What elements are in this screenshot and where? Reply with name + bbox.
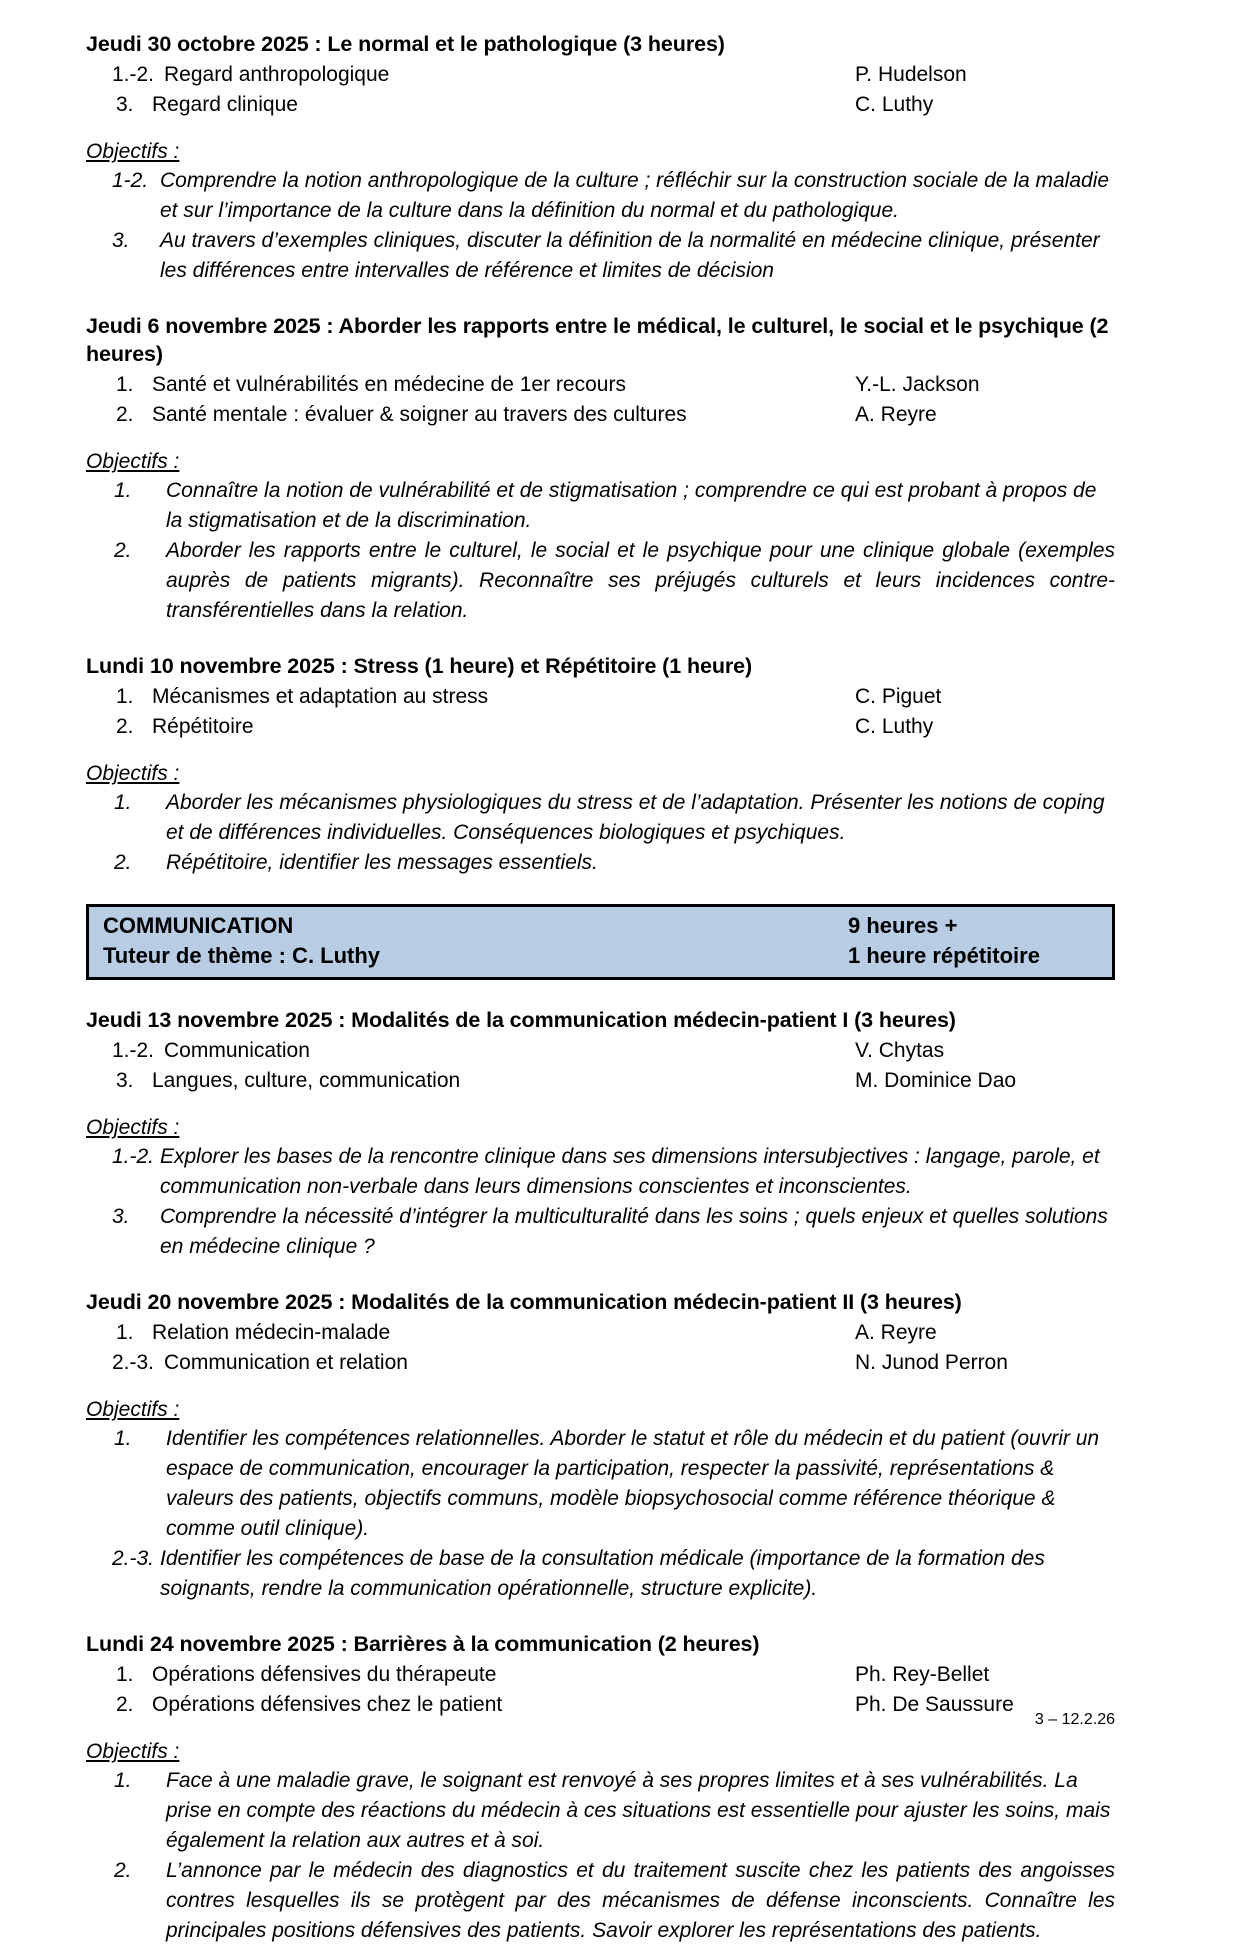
lecture-row xyxy=(86,400,1115,430)
lecture-list xyxy=(86,60,1115,120)
lecture-row xyxy=(86,1036,1115,1066)
spacer xyxy=(86,626,1115,652)
lecture-row xyxy=(86,1690,1115,1720)
lecture-speaker: A. Reyre xyxy=(855,403,937,426)
objectif-number: 1. xyxy=(114,1427,132,1450)
lecture-number: 3. xyxy=(116,1069,134,1092)
objectifs-list xyxy=(86,1142,1115,1262)
theme-name: COMMUNICATION xyxy=(103,913,294,938)
objectifs-label: Objectifs : xyxy=(86,450,180,473)
objectifs-block xyxy=(86,430,1115,626)
objectifs-label: Objectifs : xyxy=(86,140,180,163)
lecture-title: Opérations défensives du thérapeute xyxy=(152,1663,497,1686)
lecture-number: 1.-2. xyxy=(112,63,155,86)
objectif-number: 1. xyxy=(114,479,132,502)
objectif-text: Explorer les bases de la rencontre clinique dans ses dimensions intersubjectives : langage, parole, et communication non-verbale dans leurs dimensions conscientes et inconscientes. xyxy=(160,1145,1100,1198)
lecture-number: 1. xyxy=(116,373,134,396)
lecture-speaker: Ph. De Saussure xyxy=(855,1693,1014,1716)
lecture-number: 3. xyxy=(116,93,134,116)
lecture-row xyxy=(86,682,1115,712)
theme-banner-row xyxy=(103,911,1098,941)
lecture-row xyxy=(86,90,1115,120)
lecture-speaker: C. Luthy xyxy=(855,93,934,116)
lecture-row xyxy=(86,1660,1115,1690)
objectif-number: 1.-2. xyxy=(112,1145,155,1168)
objectifs-label: Objectifs : xyxy=(86,1398,180,1421)
lecture-number: 1.-2. xyxy=(112,1039,155,1062)
lecture-number: 1. xyxy=(116,1663,134,1686)
spacer xyxy=(86,286,1115,312)
lecture-number: 1. xyxy=(116,685,134,708)
lecture-number: 2. xyxy=(116,403,134,426)
lecture-speaker: Ph. Rey-Bellet xyxy=(855,1663,990,1686)
lecture-title: Regard anthropologique xyxy=(164,63,390,86)
lecture-speaker: N. Junod Perron xyxy=(855,1351,1008,1374)
objectif-number: 3. xyxy=(112,1205,130,1228)
objectif-number: 2. xyxy=(114,1859,132,1882)
objectifs-list xyxy=(86,476,1115,626)
objectif-row xyxy=(86,1544,1115,1604)
lecture-title: Langues, culture, communication xyxy=(152,1069,461,1092)
theme-banner xyxy=(86,904,1115,980)
session-block xyxy=(86,652,1115,878)
objectif-row xyxy=(86,848,1115,878)
page-footer: 3 – 12.2.26 xyxy=(1034,1711,1115,1728)
lecture-speaker: Y.-L. Jackson xyxy=(855,373,980,396)
lecture-row xyxy=(86,1066,1115,1096)
objectifs-label: Objectifs : xyxy=(86,762,180,785)
lecture-title: Opérations défensives chez le patient xyxy=(152,1693,503,1716)
lecture-speaker: C. Luthy xyxy=(855,715,934,738)
objectif-number: 1-2. xyxy=(112,169,149,192)
objectif-text: Identifier les compétences relationnelles. Aborder le statut et rôle du médecin et du patient (ouvrir un espace de communication, encourager la participation, respecter la passivité, représentations & valeurs des patients, objectifs communs, modèle biopsychosocial comme référence théorique & comme outil clinique). xyxy=(166,1427,1100,1540)
lecture-row xyxy=(86,712,1115,742)
session-title: Jeudi 13 novembre 2025 : Modalités de la communication médecin-patient I (3 heures) xyxy=(86,1008,956,1032)
objectifs-list xyxy=(86,1766,1115,1946)
session-title: Jeudi 30 octobre 2025 : Le normal et le pathologique (3 heures) xyxy=(86,32,725,56)
objectif-text: Aborder les rapports entre le culturel, le social et le psychique pour une clinique globale (exemples auprès de patients migrants). Reconnaître ses préjugés culturels et leurs incidences contre-transférentielles dans la relation. xyxy=(166,539,1115,622)
lecture-row xyxy=(86,1318,1115,1348)
lecture-number: 2. xyxy=(116,1693,134,1716)
session-block xyxy=(86,312,1115,626)
lecture-title: Mécanismes et adaptation au stress xyxy=(152,685,489,708)
objectif-number: 2.-3. xyxy=(112,1547,155,1570)
theme-hours: 9 heures + xyxy=(848,913,958,938)
lecture-row xyxy=(86,370,1115,400)
objectifs-block xyxy=(86,120,1115,286)
objectif-row xyxy=(86,1142,1115,1202)
objectif-text: Connaître la notion de vulnérabilité et de stigmatisation ; comprendre ce qui est probant à propos de la stigmatisation et de la discrimination. xyxy=(166,479,1097,532)
objectif-row xyxy=(86,226,1115,286)
lecture-title: Santé et vulnérabilités en médecine de 1er recours xyxy=(152,373,626,396)
objectif-text: Comprendre la nécessité d’intégrer la multiculturalité dans les soins ; quels enjeux et quelles solutions en médecine clinique ? xyxy=(160,1205,1108,1258)
theme-banner-row xyxy=(103,941,1098,971)
objectif-row xyxy=(86,166,1115,226)
objectif-row xyxy=(86,476,1115,536)
objectifs-label: Objectifs : xyxy=(86,1740,180,1763)
objectifs-list xyxy=(86,1424,1115,1604)
session-block xyxy=(86,30,1115,286)
lecture-list xyxy=(86,1036,1115,1096)
lecture-list xyxy=(86,1318,1115,1378)
lecture-title: Communication et relation xyxy=(164,1351,408,1374)
session-title: Lundi 24 novembre 2025 : Barrières à la communication (2 heures) xyxy=(86,1632,760,1656)
objectifs-list xyxy=(86,788,1115,878)
lecture-row xyxy=(86,60,1115,90)
objectifs-block xyxy=(86,1378,1115,1604)
theme-tutor: Tuteur de thème : C. Luthy xyxy=(103,943,381,968)
objectif-number: 1. xyxy=(114,791,132,814)
session-block xyxy=(86,1288,1115,1604)
objectif-number: 1. xyxy=(114,1769,132,1792)
objectif-number: 2. xyxy=(114,539,132,562)
objectifs-list xyxy=(86,166,1115,286)
session-title: Jeudi 20 novembre 2025 : Modalités de la communication médecin-patient II (3 heures) xyxy=(86,1290,962,1314)
objectif-row xyxy=(86,1856,1115,1946)
objectif-row xyxy=(86,536,1115,626)
objectif-row xyxy=(86,788,1115,848)
lecture-list xyxy=(86,370,1115,430)
session-title: Lundi 10 novembre 2025 : Stress (1 heure) et Répétitoire (1 heure) xyxy=(86,654,753,678)
objectif-text: Face à une maladie grave, le soignant est renvoyé à ses propres limites et à ses vulnérabilités. La prise en compte des réactions du médecin à ces situations est essentielle pour ajuster les soins, mais également la relation aux autres et à soi. xyxy=(166,1769,1111,1852)
objectif-text: Comprendre la notion anthropologique de la culture ; réfléchir sur la construction sociale de la maladie et sur l’importance de la culture dans la définition du normal et du pathologique. xyxy=(160,169,1110,222)
spacer xyxy=(86,980,1115,1006)
objectif-row xyxy=(86,1202,1115,1262)
objectif-text: Répétitoire, identifier les messages essentiels. xyxy=(166,851,598,874)
lecture-title: Relation médecin-malade xyxy=(152,1321,391,1344)
spacer xyxy=(86,1604,1115,1630)
lecture-speaker: C. Piguet xyxy=(855,685,942,708)
objectif-number: 2. xyxy=(114,851,132,874)
lecture-number: 2. xyxy=(116,715,134,738)
lecture-speaker: A. Reyre xyxy=(855,1321,937,1344)
lecture-speaker: M. Dominice Dao xyxy=(855,1069,1017,1092)
objectif-text: L’annonce par le médecin des diagnostics et du traitement suscite chez les patients des angoisses contres lesquelles ils se protègent par des mécanismes de défense inconscients. Connaître les principales positions défensives des patients. Savoir explorer les représentations des patients. xyxy=(166,1859,1115,1942)
objectifs-label: Objectifs : xyxy=(86,1116,180,1139)
lecture-list xyxy=(86,1660,1115,1720)
objectif-text: Au travers d’exemples cliniques, discuter la définition de la normalité en médecine clinique, présenter les différences entre intervalles de référence et limites de décision xyxy=(160,229,1100,282)
lecture-number: 1. xyxy=(116,1321,134,1344)
objectif-row xyxy=(86,1766,1115,1856)
lecture-title: Santé mentale : évaluer & soigner au travers des cultures xyxy=(152,403,687,426)
lecture-speaker: V. Chytas xyxy=(855,1039,945,1062)
lecture-number: 2.-3. xyxy=(112,1351,155,1374)
spacer xyxy=(86,1262,1115,1288)
lecture-row xyxy=(86,1348,1115,1378)
lecture-title: Répétitoire xyxy=(152,715,254,738)
lecture-title: Communication xyxy=(164,1039,310,1062)
lecture-speaker: P. Hudelson xyxy=(855,63,967,86)
objectif-row xyxy=(86,1424,1115,1544)
theme-extra-hours: 1 heure répétitoire xyxy=(848,943,1040,968)
lecture-title: Regard clinique xyxy=(152,93,298,116)
objectifs-block xyxy=(86,1096,1115,1262)
session-block xyxy=(86,1006,1115,1262)
lecture-list xyxy=(86,682,1115,742)
objectif-text: Aborder les mécanismes physiologiques du stress et de l’adaptation. Présenter les notions de coping et de différences individuelles. Conséquences biologiques et psychiques. xyxy=(166,791,1105,844)
session-title: Jeudi 6 novembre 2025 : Aborder les rapports entre le médical, le culturel, le social et le psychique (2 heures) xyxy=(86,314,1109,366)
session-block xyxy=(86,1630,1115,1946)
objectif-number: 3. xyxy=(112,229,130,252)
objectif-text: Identifier les compétences de base de la consultation médicale (importance de la formation des soignants, rendre la communication opérationnelle, structure explicite). xyxy=(160,1547,1045,1600)
objectifs-block xyxy=(86,742,1115,878)
